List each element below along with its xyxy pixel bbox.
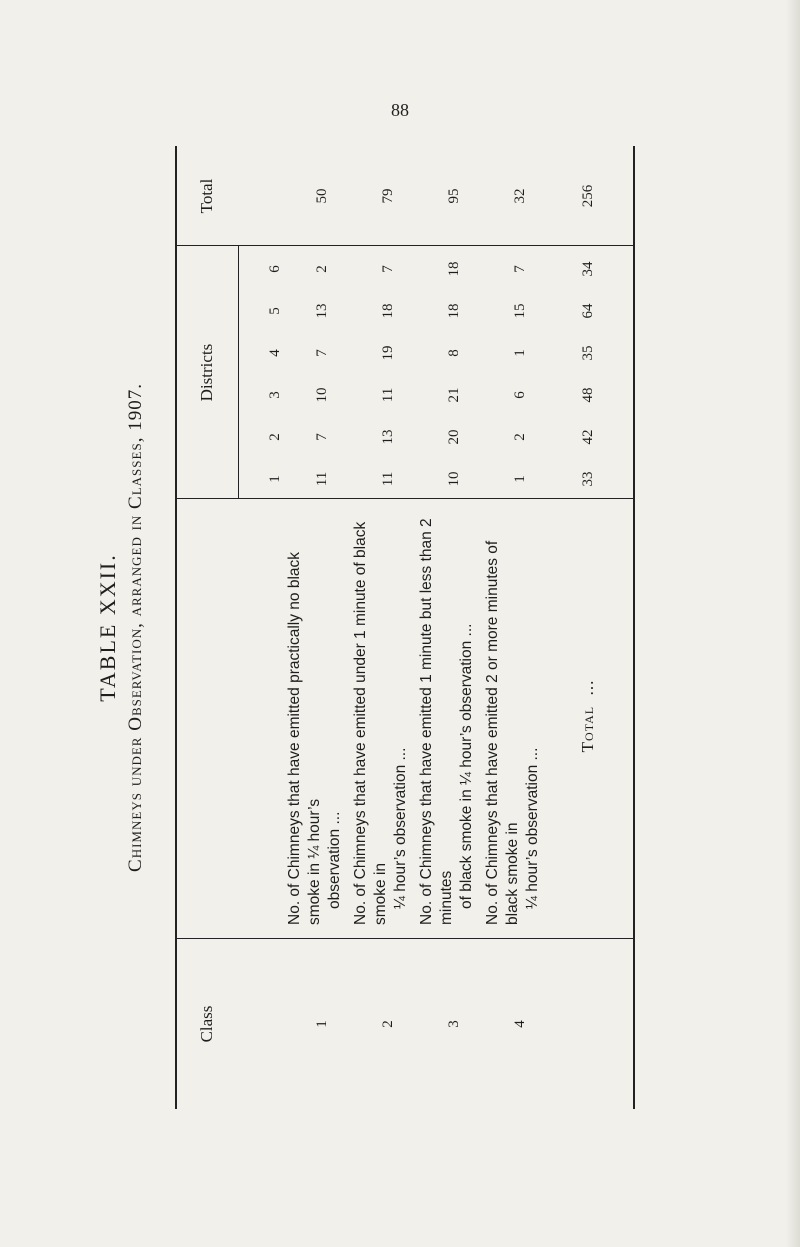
description-line-1: No. of Chimneys that have emitted under 1 minute of black smoke in: [352, 521, 389, 925]
row-description: [417, 501, 477, 931]
district-5-value: 15: [511, 303, 528, 319]
description-line-2: observation: [326, 828, 343, 909]
dot-leader: ...: [326, 811, 343, 825]
district-5-value: 13: [313, 303, 330, 319]
district-4-value: 7: [313, 349, 330, 357]
district-1-value: 10: [445, 471, 462, 487]
district-3-value: 21: [445, 387, 462, 403]
row-description: [351, 501, 411, 931]
description-line-2: of black smoke in ¼ hour’s observation: [458, 640, 475, 909]
description-line-1: No. of Chimneys that have emitted 1 minute but less than 2 minutes: [418, 518, 455, 925]
total-row-label: [563, 501, 613, 931]
district-4-value: 19: [379, 345, 396, 361]
rule-bottom: [633, 146, 635, 1109]
row-total-value: 95: [445, 188, 462, 204]
class-number: 2: [379, 1020, 396, 1028]
district-4-value: 8: [445, 349, 462, 357]
district-1-total: 33: [579, 471, 596, 487]
row-total-value: 50: [313, 188, 330, 204]
class-number: 1: [313, 1020, 330, 1028]
total-header: Total: [196, 178, 216, 214]
district-3-value: 11: [379, 387, 396, 403]
district-3-total: 48: [579, 387, 596, 403]
dot-leader: ...: [392, 747, 409, 761]
row-description: [483, 501, 543, 931]
rotated-table-page: [95, 146, 635, 1109]
class-number: 3: [445, 1020, 462, 1028]
district-3-value: 10: [313, 387, 330, 403]
district-header-5: 5: [266, 307, 283, 315]
district-6-total: 34: [579, 261, 596, 277]
row-total-value: 79: [379, 188, 396, 204]
row-total-value: 32: [511, 188, 528, 204]
district-1-value: 1: [511, 475, 528, 483]
grand-total-value: 256: [579, 184, 596, 208]
class-number: 4: [511, 1020, 528, 1028]
district-6-value: 2: [313, 265, 330, 273]
description-line-1: No. of Chimneys that have emitted 2 or more minutes of black smoke in: [484, 540, 521, 925]
district-4-value: 1: [511, 349, 528, 357]
dot-leader: ...: [578, 679, 597, 696]
district-2-value: 2: [511, 433, 528, 441]
table-subtitle: Chimneys under Observation, arranged in Classes, 1907.: [125, 383, 146, 872]
district-1-value: 11: [379, 471, 396, 487]
district-6-value: 7: [379, 265, 396, 273]
table-title: TABLE XXII.: [95, 553, 120, 702]
total-label: Total: [578, 705, 597, 753]
district-4-total: 35: [579, 345, 596, 361]
district-2-value: 7: [313, 433, 330, 441]
districts-header: Districts: [196, 343, 216, 402]
page-number: 88: [391, 100, 409, 120]
district-header-1: 1: [266, 475, 283, 483]
district-6-value: 7: [511, 265, 528, 273]
district-2-value: 13: [379, 429, 396, 445]
district-6-value: 18: [445, 261, 462, 277]
district-header-3: 3: [266, 391, 283, 399]
dot-leader: ...: [458, 623, 475, 637]
district-5-value: 18: [379, 303, 396, 319]
district-header-6: 6: [266, 265, 283, 273]
district-5-value: 18: [445, 303, 462, 319]
class-header: Class: [197, 1005, 216, 1043]
dot-leader: ...: [524, 747, 541, 761]
district-header-2: 2: [266, 433, 283, 441]
rule-districts-header: [238, 246, 239, 499]
district-1-value: 11: [313, 471, 330, 487]
description-line-2: ¼ hour’s observation: [392, 764, 409, 909]
description-line-2: ¼ hour’s observation: [524, 764, 541, 909]
row-description: [285, 501, 345, 931]
district-2-value: 20: [445, 429, 462, 445]
district-3-value: 6: [511, 391, 528, 399]
description-line-1: No. of Chimneys that have emitted practically no black smoke in ¼ hour’s: [286, 551, 323, 925]
page-edge-shadow: [786, 0, 800, 1247]
district-2-total: 42: [579, 429, 596, 445]
district-5-total: 64: [579, 303, 596, 319]
district-header-4: 4: [266, 349, 283, 357]
chimneys-table: [175, 146, 635, 1109]
